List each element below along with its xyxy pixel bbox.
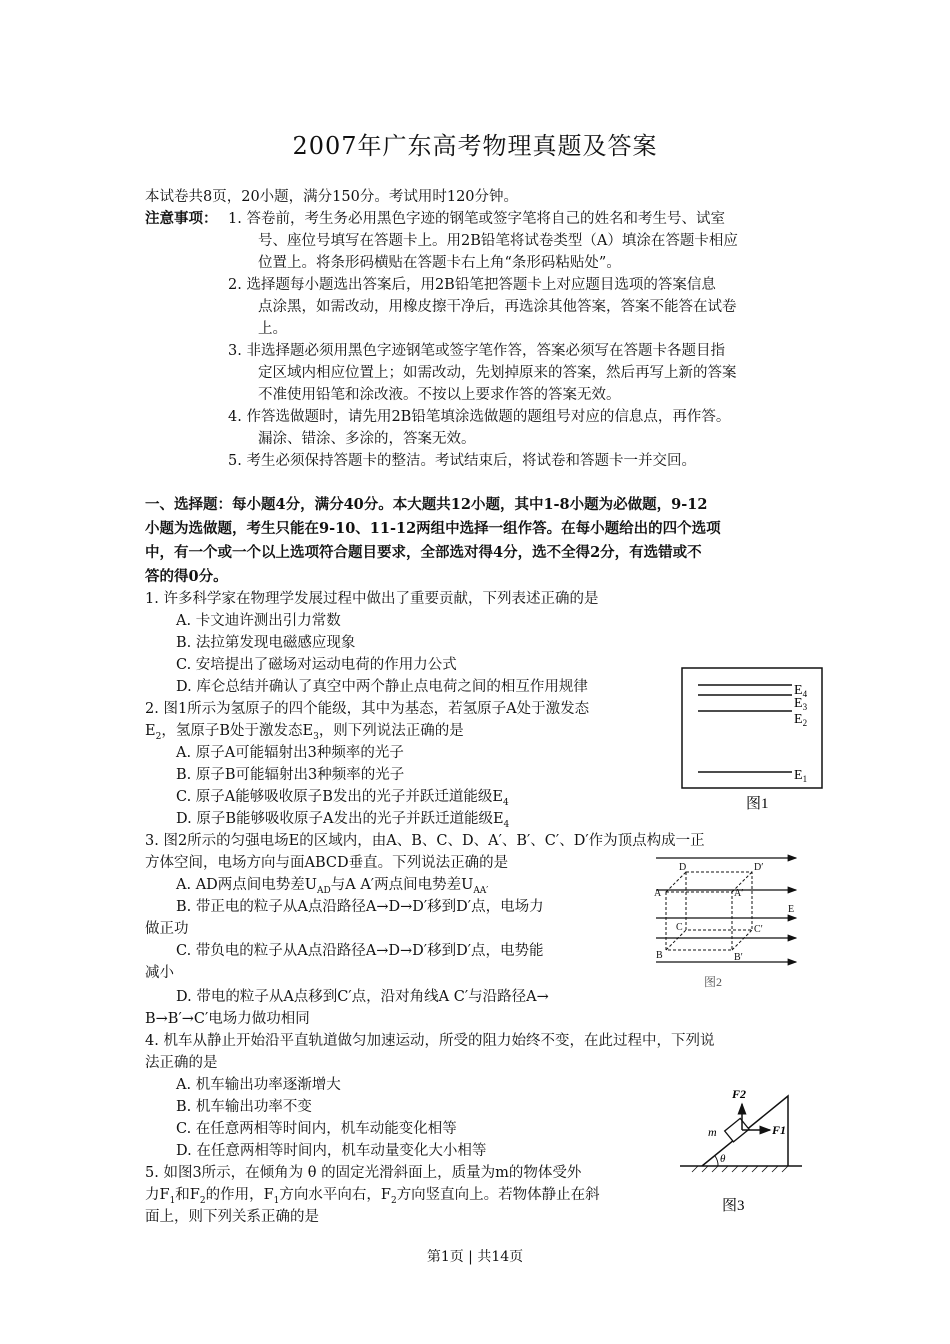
figure-1-energy-levels [680, 666, 828, 814]
section1-line-2: 小题为选做题，考生只能在9-10、11-12两组中选择一组作答。在每小题给出的四个选项 [145, 520, 721, 537]
vertex-label-c: C [676, 922, 683, 933]
q3-option-d-line1: D. 带电的粒子从A点移到C′点，沿对角线A C′与沿路径A→ [176, 989, 549, 1005]
q3-option-c-line2: 减小 [145, 965, 174, 981]
q4-option-b: B. 机车输出功率不变 [176, 1099, 312, 1115]
section1-line-3: 中，有一个或一个以上选项符合题目要求，全部选对得4分，选不全得2分，有选错或不 [145, 544, 702, 561]
q1-option-b: B. 法拉第发现电磁感应现象 [176, 635, 356, 651]
level-label-e2: $E_2$ [794, 712, 808, 728]
notice-item-1-line-3: 位置上。将条形码横贴在答题卡右上角“条形码粘贴处”。 [258, 255, 621, 271]
q1-option-a: A. 卡文迪许测出引力常数 [176, 613, 341, 629]
angle-arc [715, 1156, 718, 1166]
q4-stem-line2: 法正确的是 [145, 1055, 218, 1071]
vertex-label-a-prime: A′ [734, 888, 744, 899]
notice-item-2-line-3: 上。 [258, 321, 287, 337]
section1-line-1: 一、选择题：每小题4分，满分40分。本大题共12小题，其中1-8小题为必做题，9-12 [145, 496, 708, 513]
vertex-label-a: A [654, 888, 662, 899]
q1-stem: 1. 许多科学家在物理学发展过程中做出了重要贡献，下列表述正确的是 [145, 591, 599, 607]
q4-option-c: C. 在任意两相等时间内，机车动能变化相等 [176, 1121, 457, 1137]
label-f1: F1 [772, 1123, 787, 1137]
level-label-e4: $E_4$ [794, 683, 808, 699]
q5-stem-line3: 面上，则下列关系正确的是 [145, 1209, 319, 1225]
figure-2-caption: 图2 [704, 975, 723, 989]
q4-option-a: A. 机车输出功率逐渐增大 [176, 1077, 341, 1093]
vertex-label-d: D [679, 862, 687, 873]
field-label-e: E [788, 904, 795, 915]
q2-stem-line2: $E_2$，氢原子B处于激发态$E_3$，则下列说法正确的是 [145, 723, 464, 742]
q3-option-b-line1: B. 带正电的粒子从A点沿路径A→D→D′移到D′点，电场力 [176, 899, 544, 915]
ground-hatch [692, 1166, 788, 1172]
q1-option-d: D. 库仑总结并确认了真空中两个静止点电荷之间的相互作用规律 [176, 679, 588, 695]
q2-option-d: D. 原子B能够吸收原子A发出的光子并跃迁道能级$E_4$ [176, 811, 510, 830]
q3-option-b-line2: 做正功 [145, 921, 189, 937]
level-label-e3: $E_3$ [794, 696, 808, 712]
q2-option-a: A. 原子A可能辐射出3种频率的光子 [176, 745, 404, 761]
q4-option-d: D. 在任意两相等时间内，机车动量变化大小相等 [176, 1143, 487, 1159]
page-footer: 第1页 | 共14页 [426, 1249, 524, 1265]
page-title: 2007年广东高考物理真题及答案 [292, 132, 658, 160]
notice-item-4-line-1: 4. 作答选做题时，请先用2B铅笔填涂选做题的题组号对应的信息点，再作答。 [228, 409, 731, 425]
q3-stem-line2: 方体空间，电场方向与面ABCD垂直。下列说法正确的是 [145, 855, 509, 871]
figure-3-caption: 图3 [722, 1198, 745, 1214]
notice-item-2-line-2: 点涂黑，如需改动，用橡皮擦干净后，再选涂其他答案，答案不能答在试卷 [258, 299, 737, 315]
label-m: m [708, 1125, 717, 1139]
q3-option-c-line1: C. 带负电的粒子从A点沿路径A→D→D′移到D′点，电势能 [176, 943, 544, 959]
q1-option-c: C. 安培提出了磁场对运动电荷的作用力公式 [176, 657, 457, 673]
vertex-label-c-prime: C′ [754, 924, 763, 935]
q3-stem-line1: 3. 图2所示的匀强电场E的区域内，由A、B、C、D、A′、B′、C′、D′作为顶点构成一正 [145, 833, 705, 849]
label-f2: F2 [732, 1087, 747, 1101]
q4-stem-line1: 4. 机车从静止开始沿平直轨道做匀加速运动，所受的阻力始终不变，在此过程中，下列说 [145, 1033, 715, 1049]
q2-option-b: B. 原子B可能辐射出3种频率的光子 [176, 767, 405, 783]
figure-2-cube-field [646, 850, 806, 990]
q5-stem-line2: 力$F_1$和$F_2$的作用，$F_1$方向水平向右，$F_2$方向竖直向上。若物体静止在斜 [145, 1187, 600, 1206]
vertex-label-d-prime: D′ [754, 862, 764, 873]
notice-label: 注意事项： [145, 210, 218, 227]
notice-item-1-line-1: 1. 答卷前，考生务必用黑色字迹的钢笔或签字笔将自己的姓名和考生号、试室 [228, 211, 725, 227]
q2-stem-line1: 2. 图1所示为氢原子的四个能级，其中为基态，若氢原子A处于激发态 [145, 701, 590, 717]
notice-item-1-line-2: 号、座位号填写在答题卡上。用2B铅笔将试卷类型（A）填涂在答题卡相应 [258, 233, 738, 249]
notice-item-3-line-2: 定区域内相应位置上；如需改动，先划掉原来的答案，然后再写上新的答案 [258, 365, 737, 381]
level-label-e1: $E_1$ [794, 768, 808, 784]
q3-option-a: A. AD两点间电势差$U_{AD}$与A A′两点间电势差$U_{AA'}$ [176, 877, 489, 896]
label-theta: θ [720, 1153, 726, 1165]
notice-item-4-line-2: 漏涂、错涂、多涂的，答案无效。 [258, 431, 476, 447]
q2-option-c: C. 原子A能够吸收原子B发出的光子并跃迁道能级$E_4$ [176, 789, 509, 808]
figure-3-incline [678, 1074, 808, 1222]
q5-stem-line1: 5. 如图3所示，在倾角为 θ 的固定光滑斜面上，质量为m的物体受外 [145, 1165, 582, 1181]
notice-item-3-line-3: 不准使用铅笔和涂改液。不按以上要求作答的答案无效。 [258, 387, 621, 403]
vertex-label-b: B [656, 950, 663, 961]
intro-text: 本试卷共8页，20小题，满分150分。考试用时120分钟。 [145, 189, 519, 205]
notice-item-5-line-1: 5. 考生必须保持答题卡的整洁。考试结束后，将试卷和答题卡一并交回。 [228, 453, 696, 469]
vertex-label-b-prime: B′ [734, 952, 743, 963]
section1-line-4: 答的得0分。 [145, 568, 228, 585]
q3-option-d-line2: B→B′→C′电场力做功相同 [145, 1011, 310, 1027]
figure-1-caption: 图1 [746, 796, 769, 812]
notice-item-3-line-1: 3. 非选择题必须用黑色字迹钢笔或签字笔作答，答案必须写在答题卡各题目指 [228, 343, 725, 359]
notice-item-2-line-1: 2. 选择题每小题选出答案后，用2B铅笔把答题卡上对应题目选项的答案信息 [228, 277, 716, 293]
